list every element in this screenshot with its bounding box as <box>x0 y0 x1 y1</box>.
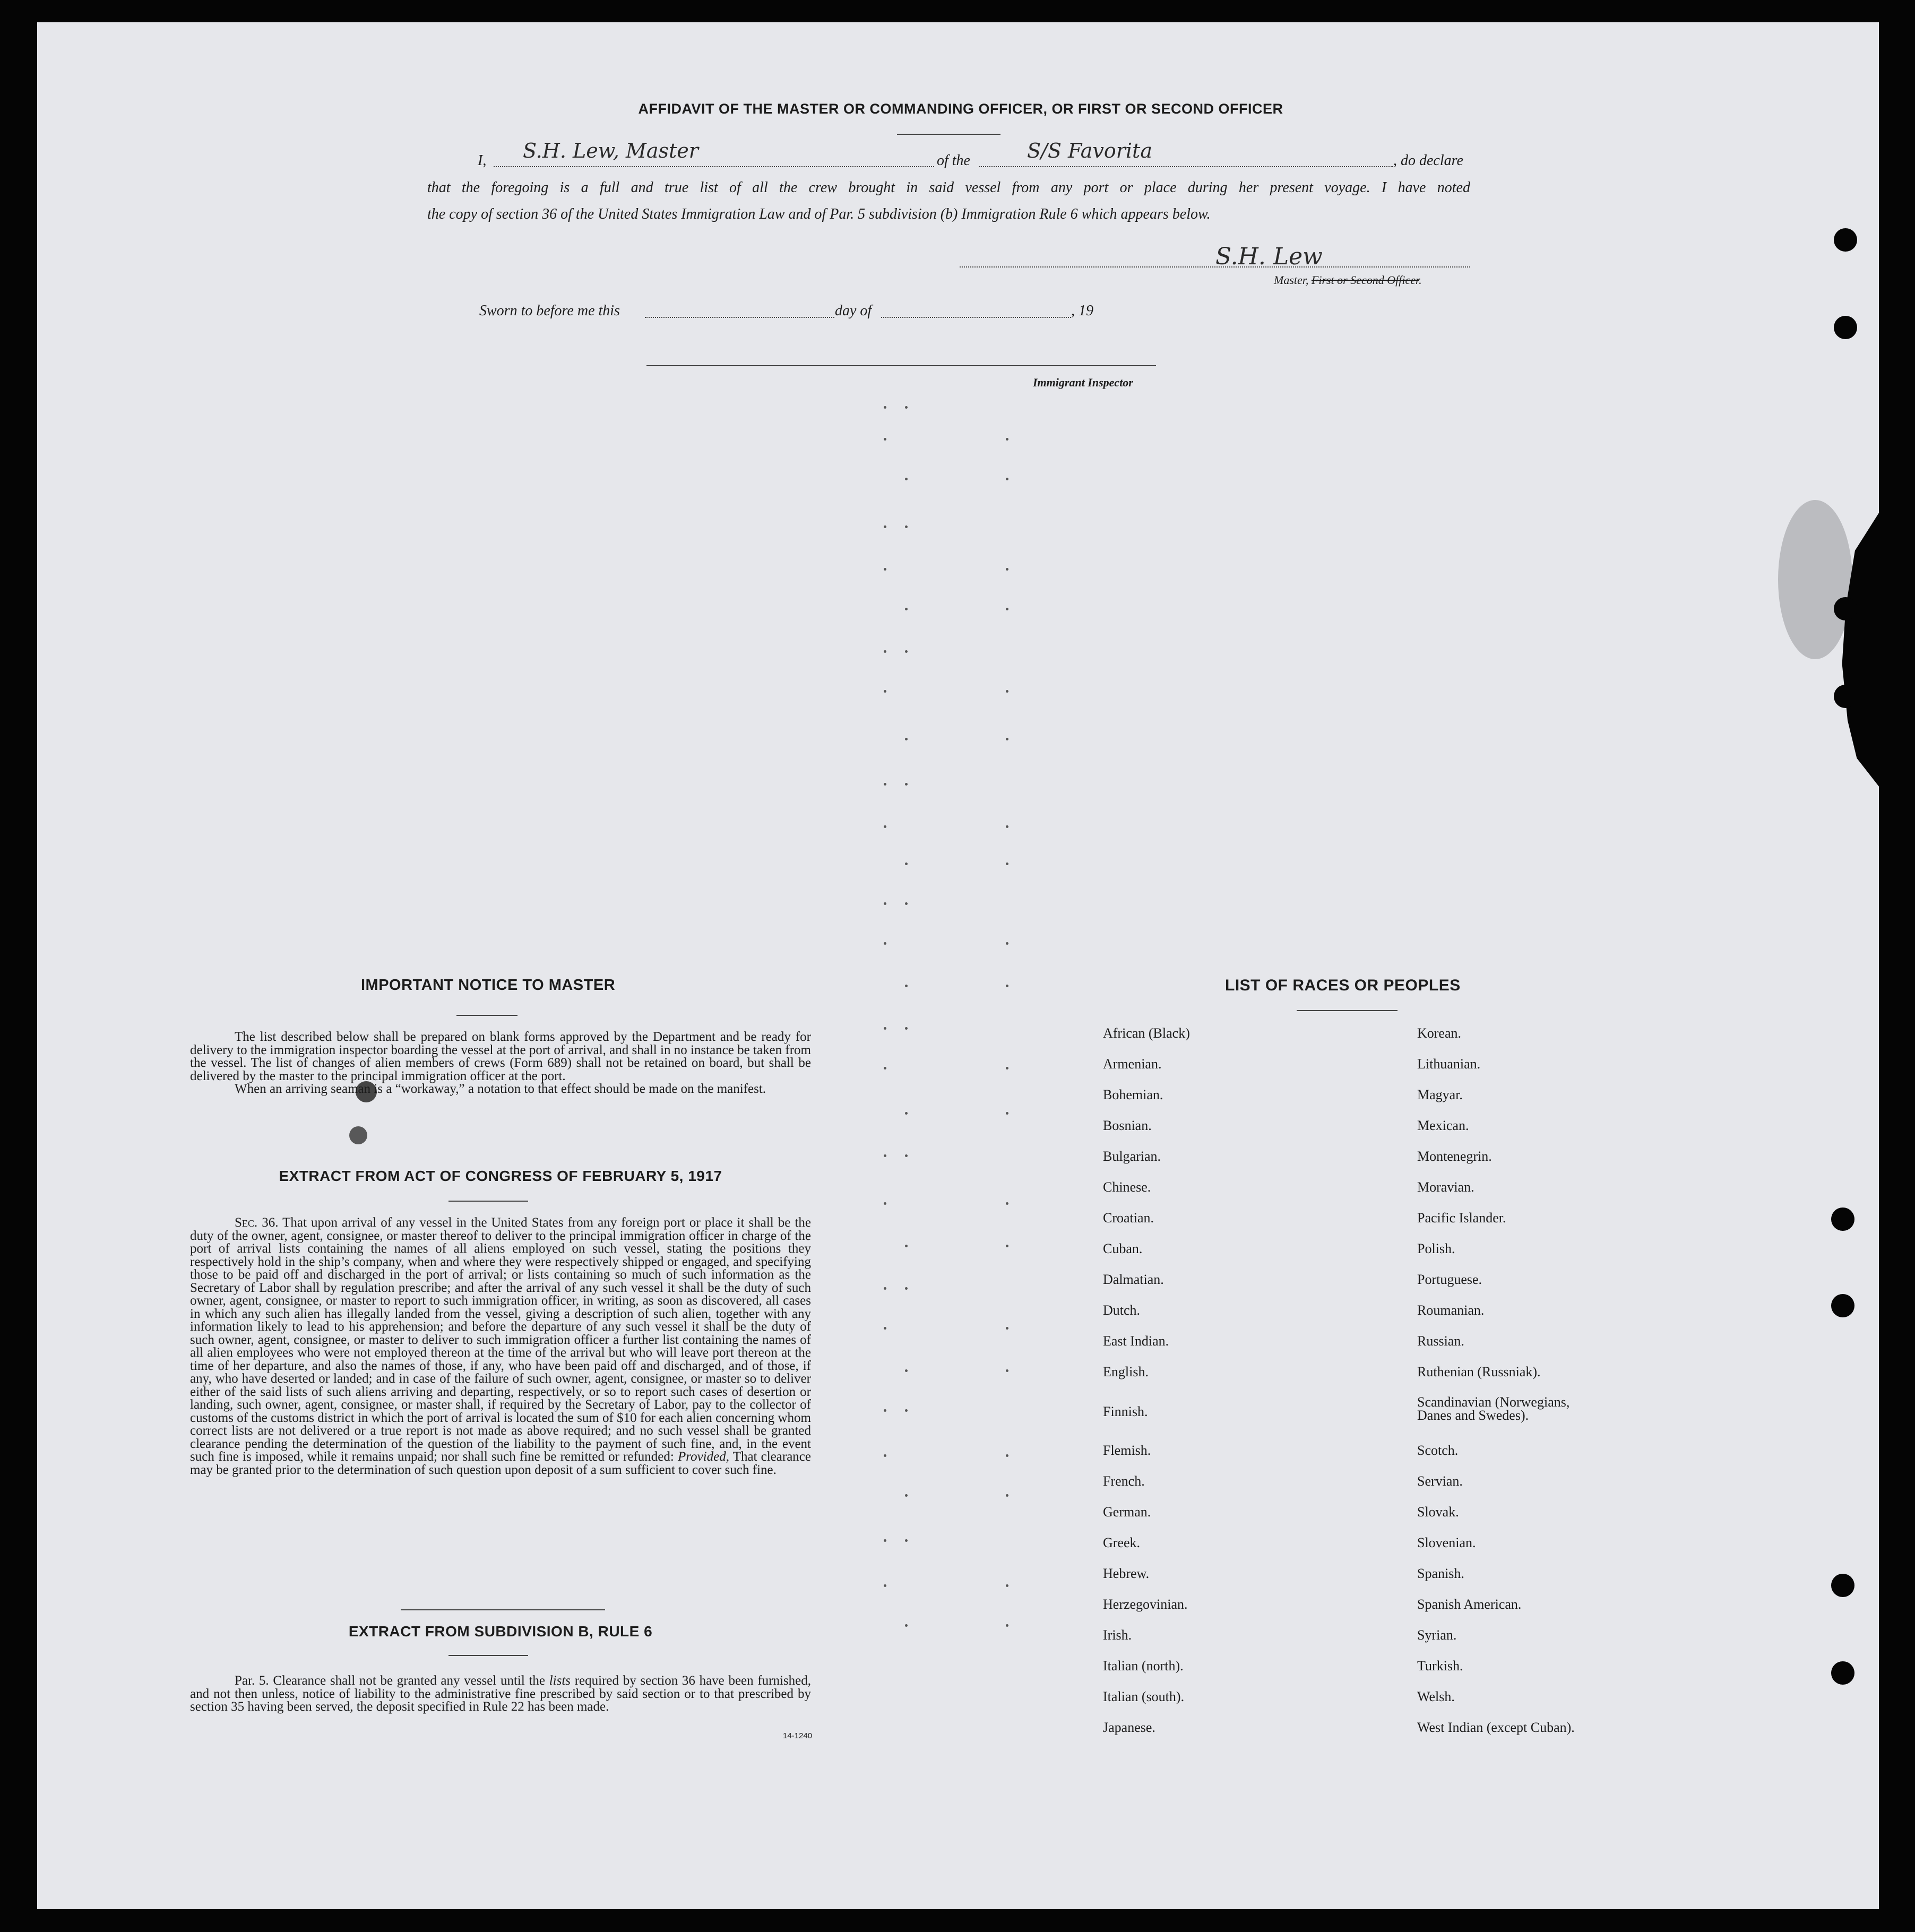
race-item: Turkish. <box>1417 1658 1463 1674</box>
bleed-mark <box>905 650 908 653</box>
bleed-mark <box>905 1539 908 1542</box>
race-item: Russian. <box>1417 1333 1464 1349</box>
inspector-caption: Immigrant Inspector <box>1033 376 1133 389</box>
bleed-mark <box>1006 825 1008 828</box>
race-item: Pacific Islander. <box>1417 1210 1506 1226</box>
bleed-mark <box>1006 690 1008 693</box>
bleed-mark <box>905 478 908 480</box>
race-item: Italian (south). <box>1103 1689 1185 1704</box>
sworn-month-field[interactable] <box>881 317 1071 318</box>
race-item: Finnish. <box>1103 1404 1148 1419</box>
do-declare-label: , do declare <box>1393 152 1463 169</box>
bleed-mark <box>1006 985 1008 987</box>
bleed-mark <box>884 1154 886 1157</box>
race-item: Servian. <box>1417 1473 1463 1489</box>
binder-hole <box>1834 597 1857 620</box>
bleed-mark <box>1006 568 1008 571</box>
bleed-mark <box>884 942 886 945</box>
bleed-mark <box>884 902 886 905</box>
race-item: West Indian (except Cuban). <box>1417 1720 1575 1735</box>
race-item: Dalmatian. <box>1103 1272 1164 1287</box>
bleed-mark <box>884 825 886 828</box>
bleed-mark <box>905 1027 908 1030</box>
bleed-mark <box>905 1494 908 1497</box>
act-extract-body <box>190 1217 811 1477</box>
bleed-mark <box>1006 1494 1008 1497</box>
signature-caption <box>1274 273 1422 287</box>
race-item: Hebrew. <box>1103 1566 1150 1581</box>
race-item: Welsh. <box>1417 1689 1455 1704</box>
race-item: Magyar. <box>1417 1087 1463 1102</box>
rule-text-rest: required by section 36 have been furnished, and not then unless, notice of liability to the administrative fine prescribed by said section or to that prescribed by section 35 having been served, the deposit specified in Rule 22 has been made. <box>190 1674 811 1714</box>
bleed-mark <box>884 568 886 571</box>
race-item: Herzegovinian. <box>1103 1597 1188 1612</box>
bleed-mark <box>905 783 908 786</box>
race-item: Lithuanian. <box>1417 1056 1481 1072</box>
race-item: Montenegrin. <box>1417 1149 1492 1164</box>
bleed-mark <box>884 438 886 441</box>
bleed-mark <box>884 1584 886 1587</box>
notice-paragraph-2: When an arriving seaman is a “workaway,” a notation to that effect should be made on the manifest. <box>235 1082 766 1096</box>
caption-end: . <box>1419 273 1422 287</box>
bleed-mark <box>905 862 908 865</box>
race-item: English. <box>1103 1364 1149 1379</box>
race-item: Greek. <box>1103 1535 1141 1550</box>
act-paragraph <box>190 1217 811 1477</box>
bleed-mark <box>1006 942 1008 945</box>
race-item: Bulgarian. <box>1103 1149 1161 1164</box>
race-item: Cuban. <box>1103 1241 1143 1256</box>
binder-hole <box>1831 1208 1854 1231</box>
bleed-mark <box>1006 1624 1008 1627</box>
rule-text-start: Par. 5. Clearance shall not be granted any vessel until the <box>235 1674 546 1688</box>
act-text: That upon arrival of any vessel in the United States from any foreign port or place it shall be the duty of the owner, agent, consignee, or master thereof to deliver to the principal immigration officer in charge of the port of arrival lists containing the names of all aliens employed on such vessel, stating the positions they respectively hold in the ship’s company, when and where they were respectively shipped or engaged, and specifying those to be paid off and discharged in the port of arrival; or lists containing so much of such information as the Secretary of Labor shall by regulation prescribe; and after the arrival of any such vessel it shall be the duty of such owner, agent, consignee, or master to report to such immigration officer, in writing, as soon as discovered, all cases in which any such alien has illegally landed from the vessel, giving a description of such alien, together with any information likely to lead to his apprehension; and before the departure of any such vessel it shall be the duty of such owner, agent, consignee, or master to deliver to such immigration officer a further list containing the names of all alien employees who were not employed thereon at the time of the arrival but who will leave port thereon at the time of her departure, and also the names of those, if any, who have been paid off and discharged, and of those, if any, who have deserted or landed; and in case of the failure of such owner, agent, consignee, or master so to deliver either of the said lists of such aliens arriving and departing, respectively, or so to report such cases of desertion or landing, such owner, agent, consignee, or master shall, if required by the Secretary of Labor, pay to the collector of customs of the customs district in which the port of arrival is located the sum of $10 for each alien concerning whom correct lists are not delivered or a true report is not made as above required; and no such vessel shall be granted clearance pending the determination of the question of the liability to the payment of such fine, and, in the event such fine is imposed, while it remains unpaid; nor shall such fine be remitted or refunded: <box>190 1215 811 1464</box>
race-item: Polish. <box>1417 1241 1455 1256</box>
master-name-handwriting: S.H. Lew, Master <box>523 139 698 162</box>
race-item: Roumanian. <box>1417 1303 1485 1318</box>
binder-hole <box>1834 316 1857 339</box>
bleed-mark <box>1006 1584 1008 1587</box>
section-divider <box>401 1609 605 1610</box>
bleed-mark <box>1006 862 1008 865</box>
race-item: Syrian. <box>1417 1627 1457 1643</box>
bleed-mark <box>884 406 886 409</box>
bleed-mark <box>905 1112 908 1115</box>
bleed-mark <box>884 690 886 693</box>
race-item: Korean. <box>1417 1025 1462 1041</box>
binder-hole <box>1834 228 1857 252</box>
bleed-mark <box>905 738 908 740</box>
bleed-mark <box>1006 1202 1008 1205</box>
race-item: East Indian. <box>1103 1333 1169 1349</box>
race-item: Chinese. <box>1103 1179 1151 1195</box>
affidavit-title: AFFIDAVIT OF THE MASTER OR COMMANDING OFFICER, OR FIRST OR SECOND OFFICER <box>638 101 1283 117</box>
act-rule <box>448 1201 528 1202</box>
bleed-mark <box>884 1327 886 1330</box>
year-label: , 19 <box>1071 303 1093 319</box>
bleed-mark <box>884 1287 886 1290</box>
bleed-mark <box>884 783 886 786</box>
bleed-mark <box>884 1202 886 1205</box>
race-item: Spanish. <box>1417 1566 1464 1581</box>
sworn-label: Sworn to before me this <box>479 303 620 319</box>
binder-hole <box>1831 1661 1854 1685</box>
day-of-label: day of <box>835 303 872 319</box>
race-item: French. <box>1103 1473 1145 1489</box>
bleed-mark <box>884 1067 886 1070</box>
bleed-mark <box>905 1287 908 1290</box>
act-extract-title: EXTRACT FROM ACT OF CONGRESS OF FEBRUARY 5, 1917 <box>279 1168 722 1184</box>
act-text-end: That clearance may be granted prior to the determination of such question upon deposit of a sum sufficient to cover such fine. <box>190 1450 811 1477</box>
notice-title: IMPORTANT NOTICE TO MASTER <box>361 977 616 994</box>
race-item: Dutch. <box>1103 1303 1141 1318</box>
ink-blot <box>349 1126 367 1144</box>
bleed-mark <box>1006 1327 1008 1330</box>
bleed-mark <box>1006 478 1008 480</box>
sworn-day-field[interactable] <box>645 317 834 318</box>
master-name-field[interactable] <box>494 166 934 167</box>
bleed-mark <box>884 525 886 528</box>
inspector-signature-line[interactable] <box>646 365 1156 366</box>
races-rule <box>1297 1010 1398 1011</box>
bleed-mark <box>1006 1112 1008 1115</box>
bleed-mark <box>1006 1245 1008 1247</box>
bleed-mark <box>905 1624 908 1627</box>
bleed-mark <box>884 1027 886 1030</box>
notice-rule <box>456 1015 517 1016</box>
page-stain <box>1778 500 1852 659</box>
caption-master: Master, <box>1274 273 1309 287</box>
race-item-continuation: Danes and Swedes). <box>1417 1408 1529 1423</box>
race-item: Spanish American. <box>1417 1597 1522 1612</box>
notice-paragraph-1: The list described below shall be prepared on blank forms approved by the Department and be ready for delivery to the immigration inspector boarding the vessel at the port of arrival, and shall in no instance be taken from the vessel. The list of changes of alien members of crews (Form 689) shall not be retained on board, but shall be delivered by the master to the principal immigration officer at the port. <box>190 1030 811 1083</box>
bleed-mark <box>1006 738 1008 740</box>
title-rule <box>897 134 1000 135</box>
bleed-mark <box>884 1454 886 1457</box>
of-the-label: of the <box>937 152 970 169</box>
bleed-mark <box>905 406 908 409</box>
bleed-mark <box>1006 1369 1008 1372</box>
race-item: African (Black) <box>1103 1025 1190 1041</box>
vessel-name-handwriting: S/S Favorita <box>1027 139 1152 162</box>
notice-body <box>190 1031 811 1096</box>
race-item: Italian (north). <box>1103 1658 1184 1674</box>
bleed-mark <box>905 1245 908 1247</box>
race-item: Flemish. <box>1103 1443 1151 1458</box>
bleed-mark <box>905 902 908 905</box>
provided-word: Provided, <box>678 1450 729 1464</box>
race-item: Mexican. <box>1417 1118 1469 1133</box>
bleed-mark <box>884 650 886 653</box>
rule-rule <box>448 1655 528 1656</box>
binder-hole <box>1831 1294 1854 1317</box>
form-number: 14-1240 <box>783 1731 813 1740</box>
race-item: Slovak. <box>1417 1504 1459 1520</box>
bleed-mark <box>905 525 908 528</box>
rule-paragraph <box>190 1675 811 1714</box>
bleed-mark <box>905 1369 908 1372</box>
race-item: Slovenian. <box>1417 1535 1476 1550</box>
race-item: Moravian. <box>1417 1179 1474 1195</box>
race-item: Scandinavian (Norwegians, <box>1417 1394 1570 1410</box>
master-signature: S.H. Lew <box>1215 243 1323 270</box>
binder-hole <box>1834 685 1857 708</box>
bleed-mark <box>905 608 908 610</box>
bleed-mark <box>1006 438 1008 441</box>
caption-struck: First or Second Officer <box>1311 273 1419 287</box>
race-item: Japanese. <box>1103 1720 1155 1735</box>
race-item: Armenian. <box>1103 1056 1162 1072</box>
bleed-mark <box>884 1409 886 1412</box>
race-item: Scotch. <box>1417 1443 1459 1458</box>
binder-hole <box>1831 1574 1854 1597</box>
section-label: Sec. 36. <box>235 1215 279 1230</box>
race-item: Irish. <box>1103 1627 1132 1643</box>
race-item: Ruthenian (Russniak). <box>1417 1364 1541 1379</box>
bleed-mark <box>1006 1454 1008 1457</box>
rule-extract-body <box>190 1675 811 1714</box>
bleed-mark <box>905 1409 908 1412</box>
race-item: German. <box>1103 1504 1151 1520</box>
bleed-mark <box>905 1154 908 1157</box>
signature-line[interactable] <box>960 266 1470 268</box>
race-item: Croatian. <box>1103 1210 1154 1226</box>
declaration-line-3: the copy of section 36 of the United States Immigration Law and of Par. 5 subdivision (b) Immigration Rule 6 which appears below. <box>427 206 1211 222</box>
race-item: Bosnian. <box>1103 1118 1152 1133</box>
declaration-prefix: I, <box>478 152 487 169</box>
race-item: Bohemian. <box>1103 1087 1163 1102</box>
bleed-mark <box>905 985 908 987</box>
race-item: Portuguese. <box>1417 1272 1482 1287</box>
races-title: LIST OF RACES OR PEOPLES <box>1225 977 1461 994</box>
bleed-mark <box>1006 1067 1008 1070</box>
declaration-line-2: that the foregoing is a full and true list of all the crew brought in said vessel from any port or place during her present voyage. I have noted <box>427 179 1470 196</box>
bleed-mark <box>1006 608 1008 610</box>
vessel-name-field[interactable] <box>979 166 1393 167</box>
lists-word: lists <box>549 1674 571 1688</box>
rule-extract-title: EXTRACT FROM SUBDIVISION B, RULE 6 <box>348 1623 653 1640</box>
bleed-mark <box>884 1539 886 1542</box>
